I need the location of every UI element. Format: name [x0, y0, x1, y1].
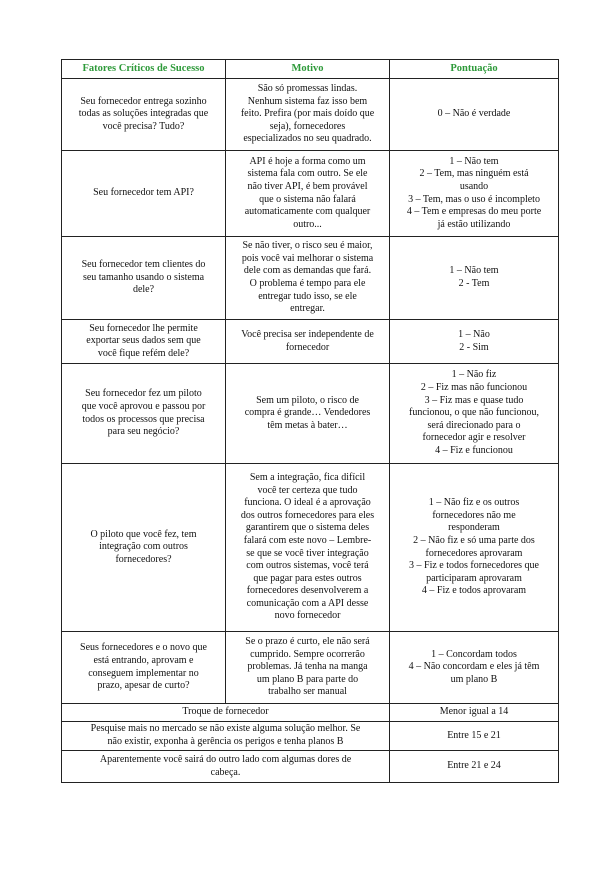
- score-cell: [390, 364, 559, 464]
- text-line: feito. Prefira (por mais doído que: [240, 108, 375, 120]
- table-row: [62, 237, 559, 320]
- reason-cell: [226, 79, 390, 151]
- text-line: pois você vai melhorar o sistema: [241, 252, 374, 264]
- table-row: [62, 632, 559, 704]
- summary-text-cell: [62, 751, 390, 783]
- factor-cell: [62, 237, 226, 320]
- text-line: um plano B para parte do: [256, 673, 359, 685]
- text-line: Seu fornecedor lhe permite: [89, 322, 198, 334]
- text-line: falará com este novo – Lembre-: [243, 534, 372, 546]
- text-line: Seu fornecedor entrega sozinho: [80, 95, 207, 107]
- reason-cell: [226, 237, 390, 320]
- text-line: entregar tudo isso, se ele: [258, 290, 357, 302]
- text-line: funciona. O ideal é a aprovação: [244, 497, 371, 509]
- text-line: cabeça.: [210, 766, 241, 778]
- text-line: você ter certeza que tudo: [257, 484, 358, 496]
- text-line: responderam: [448, 522, 500, 534]
- text-line: trabalho ser manual: [268, 686, 347, 698]
- text-line: especializados no seu quadrado.: [243, 133, 372, 145]
- text-line: 1 – Não tem: [449, 155, 499, 167]
- text-line: fornecedores desenvolverem a: [246, 585, 369, 597]
- text-line: novo fornecedor: [274, 610, 341, 622]
- text-line: 2 – Não fiz e só uma parte dos: [413, 534, 535, 546]
- text-line: garantirem que o sistema deles: [245, 522, 370, 534]
- factor-cell: [62, 632, 226, 704]
- text-line: São só promessas lindas.: [257, 83, 358, 95]
- reason-cell: [226, 320, 390, 364]
- text-line: 4 – Fiz e funcionou: [435, 444, 513, 456]
- text-line: seu tamanho usando o sistema: [82, 271, 205, 283]
- text-line: outro...: [293, 218, 322, 230]
- text-line: fornecedores não me: [432, 509, 516, 521]
- reason-cell: [226, 464, 390, 632]
- text-line: usando: [459, 180, 489, 192]
- text-line: conseguem implementar no: [88, 667, 199, 679]
- text-line: seja), fornecedores: [269, 120, 346, 132]
- text-line: já estão utilizando: [437, 218, 511, 230]
- text-line: 2 – Fiz mas não funcionou: [420, 382, 528, 394]
- text-line: um plano B: [450, 673, 498, 685]
- factor-cell: [62, 464, 226, 632]
- summary-range-cell: [390, 751, 559, 783]
- text-line: 0 – Não é verdade: [437, 108, 511, 120]
- text-line: para seu negócio?: [107, 426, 180, 438]
- text-line: API é hoje a forma como um: [249, 155, 366, 167]
- text-line: Troque de fornecedor: [182, 706, 269, 718]
- text-line: Seu fornecedor tem API?: [93, 187, 194, 199]
- text-line: Seu fornecedor tem clientes do: [81, 259, 206, 271]
- text-line: cumprido. Sempre ocorrerão: [250, 648, 365, 660]
- text-line: Seu fornecedor fez um piloto: [85, 388, 202, 400]
- text-line: está entrando, aprovam e: [93, 654, 194, 666]
- text-line: você precisa? Tudo?: [102, 120, 185, 132]
- summary-range-cell: [390, 704, 559, 722]
- text-line: fornecedor agir e resolver: [422, 432, 526, 444]
- text-line: Aparentemente você sairá do outro lado com algumas dores de: [99, 753, 352, 765]
- header-factors: Fatores Críticos de Sucesso: [62, 60, 226, 79]
- summary-text-cell: [62, 722, 390, 751]
- reason-cell: [226, 151, 390, 237]
- table-row: [62, 320, 559, 364]
- text-line: você fique refém dele?: [97, 347, 190, 359]
- text-line: será direcionado para o: [427, 419, 521, 431]
- text-line: dos outros fornecedores para eles: [240, 509, 375, 521]
- text-line: Entre 15 e 21: [447, 729, 501, 741]
- score-cell: [390, 237, 559, 320]
- text-line: Sem a integração, fica difícil: [249, 471, 366, 483]
- factor-cell: [62, 320, 226, 364]
- text-line: entregar.: [290, 303, 325, 315]
- text-line: Se o prazo é curto, ele não será: [245, 636, 370, 648]
- summary-range-cell: [390, 722, 559, 751]
- summary-row: [62, 704, 559, 722]
- score-cell: [390, 320, 559, 364]
- text-line: 1 – Não fiz: [451, 369, 497, 381]
- success-factors-table: [61, 59, 559, 783]
- text-line: têm metas à bater…: [267, 419, 348, 431]
- text-line: participaram aprovaram: [426, 572, 522, 584]
- reason-cell: [226, 632, 390, 704]
- table-row: [62, 151, 559, 237]
- summary-row: [62, 722, 559, 751]
- factor-cell: [62, 79, 226, 151]
- text-line: 2 – Tem, mas ninguém está: [419, 168, 529, 180]
- text-line: Se não tiver, o risco seu é maior,: [242, 240, 373, 252]
- text-line: todos os processos que precisa: [82, 413, 205, 425]
- text-line: 4 – Não concordam e eles já têm: [408, 661, 540, 673]
- header-reason: Motivo: [226, 60, 390, 79]
- text-line: 1 – Não fiz e os outros: [428, 497, 520, 509]
- text-line: funcionou, o que não funcionou,: [409, 407, 539, 419]
- text-line: 3 – Tem, mas o uso é incompleto: [408, 193, 540, 205]
- header-score: Pontuação: [390, 60, 559, 79]
- text-line: Sem um piloto, o risco de: [256, 394, 359, 406]
- text-line: que o sistema não falará: [259, 193, 356, 205]
- text-line: fornecedores?: [115, 553, 172, 565]
- text-line: não tiver API, é bem provável: [247, 180, 368, 192]
- text-line: Menor igual a 14: [439, 706, 509, 718]
- score-cell: [390, 79, 559, 151]
- text-line: Pesquise mais no mercado se não existe alguma solução melhor. Se: [90, 723, 361, 735]
- score-cell: [390, 632, 559, 704]
- text-line: 3 – Fiz mas e quase tudo: [424, 394, 524, 406]
- text-line: 1 – Não tem: [449, 265, 499, 277]
- text-line: compra é grande… Vendedores: [244, 407, 371, 419]
- table-row: [62, 464, 559, 632]
- text-line: Seus fornecedores e o novo que: [80, 642, 207, 654]
- text-line: sistema fala com outro. Se ele: [247, 168, 368, 180]
- text-line: Você precisa ser independente de: [241, 328, 374, 340]
- text-line: exportar seus dados sem que: [86, 335, 201, 347]
- table-row: [62, 364, 559, 464]
- table-header-row: [62, 60, 559, 79]
- table-row: [62, 79, 559, 151]
- text-line: Entre 21 e 24: [447, 760, 501, 772]
- score-cell: [390, 464, 559, 632]
- summary-text-cell: [62, 704, 390, 722]
- summary-row: [62, 751, 559, 783]
- text-line: fornecedor: [285, 341, 330, 353]
- text-line: automaticamente com qualquer: [244, 206, 371, 218]
- text-line: que pagar para estes outros: [253, 572, 362, 584]
- text-line: 1 – Não: [458, 328, 490, 340]
- text-line: 1 – Concordam todos: [431, 648, 517, 660]
- text-line: se que se você tiver integração: [246, 547, 369, 559]
- text-line: prazo, apesar de curto?: [97, 680, 190, 692]
- text-line: integração com outros: [99, 541, 188, 553]
- text-line: problemas. Já tenha na manga: [247, 661, 368, 673]
- text-line: 3 – Fiz e todos fornecedores que: [409, 560, 539, 572]
- text-line: O piloto que você fez, tem: [90, 528, 197, 540]
- text-line: 2 - Sim: [459, 341, 489, 353]
- text-line: 2 - Tem: [458, 278, 490, 289]
- text-line: todas as soluções integradas que: [78, 108, 209, 120]
- text-line: Nenhum sistema faz isso bem: [247, 95, 368, 107]
- text-line: comunicação com a API desse: [246, 597, 369, 609]
- text-line: 4 – Fiz e todos aprovaram: [421, 585, 527, 597]
- text-line: fornecedores aprovaram: [425, 547, 523, 559]
- text-line: 4 – Tem e empresas do meu porte: [406, 206, 542, 218]
- score-cell: [390, 151, 559, 237]
- text-line: dele com as demandas que fará.: [243, 265, 372, 277]
- text-line: não existir, exponha à gerência os perigos e tenha planos B: [107, 736, 344, 747]
- text-line: dele?: [132, 284, 155, 296]
- text-line: que você aprovou e passou por: [81, 400, 206, 412]
- text-line: com outros sistemas, você terá: [246, 560, 369, 572]
- factor-cell: [62, 364, 226, 464]
- text-line: O problema é tempo para ele: [249, 278, 366, 289]
- factor-cell: [62, 151, 226, 237]
- reason-cell: [226, 364, 390, 464]
